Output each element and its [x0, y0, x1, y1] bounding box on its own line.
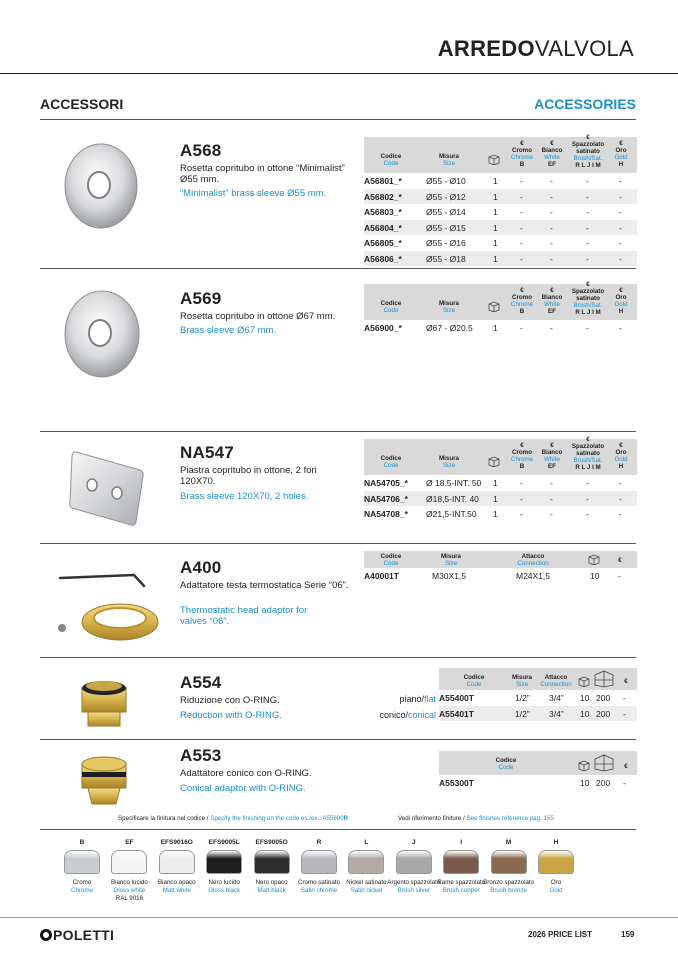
finish-name-en: Brush copper	[442, 887, 480, 894]
table-row: A55400T 1/2” 3/4” 10 200 -	[439, 693, 626, 703]
cell-size: Ø55 - Ø14	[426, 207, 466, 217]
table-a568	[364, 134, 637, 266]
cell-ef: -	[550, 176, 553, 186]
cell-brush: -	[586, 478, 589, 488]
table-row	[364, 189, 637, 205]
finishes-rule	[40, 829, 636, 830]
table-row	[364, 173, 637, 189]
finish-swatch	[491, 850, 527, 874]
finish-swatch	[206, 850, 242, 874]
th-size: Misura	[439, 153, 459, 160]
cell-qty: 1	[493, 238, 498, 248]
cell-b: -	[520, 323, 523, 333]
header-rule	[0, 73, 678, 74]
logo-mark-icon	[40, 929, 52, 941]
cell-ef: -	[550, 222, 553, 233]
finish-name-it: Bronzo spazzolato	[483, 879, 535, 886]
finish-swatch	[254, 850, 290, 874]
finish-name-en: Gold	[549, 887, 563, 894]
table-row	[364, 320, 637, 336]
cell-b: -	[520, 493, 523, 504]
cell-brush: -	[586, 509, 589, 519]
table-header: Codice Code Misura Size € Cromo Chrome B € Bianco White EF € Spazzolato satinato Brush/Sat. R L J I M € Oro Gold H	[364, 439, 637, 475]
finish-name-en: Matt black	[257, 887, 286, 894]
product-separator	[40, 657, 636, 658]
cell-ef: -	[550, 478, 553, 488]
cell-ef: -	[550, 238, 553, 248]
cell-ef: -	[550, 493, 553, 504]
product-desc-it-a553: Adattatore conico con O-RING.	[180, 768, 312, 779]
product-desc-it-a400: Adattatore testa termostatica Serie “06”.	[180, 580, 349, 591]
table-a569	[364, 281, 637, 336]
cell-brush: -	[586, 493, 589, 504]
finish-extra: RAL 9016	[115, 895, 144, 902]
cell-code: A56803_*	[364, 207, 402, 217]
cell-qty: 1	[493, 191, 498, 202]
finish-name-en: Satin chrome	[300, 887, 338, 894]
row-label-conical: conico/conical	[379, 710, 436, 720]
cell-code: A56806_*	[364, 253, 402, 264]
cell-b: -	[520, 191, 523, 202]
finish-code: EFS9005L	[208, 839, 240, 846]
finish-swatch	[159, 850, 195, 874]
table-header: Codice Code Misura Size Attacco Connection €	[439, 668, 637, 690]
finish-swatch	[64, 850, 100, 874]
table-row	[364, 235, 637, 251]
finish-name-it: Argento spazzolato	[387, 879, 441, 886]
cell-qty: 1	[493, 176, 498, 186]
cell-qty: 1	[493, 222, 498, 233]
finish-code: B	[79, 839, 85, 846]
table-row	[364, 491, 637, 507]
finish-note-right: Vedi riferimento finiture / See finishes reference pag. 155	[398, 815, 554, 822]
cell-h: -	[619, 238, 622, 248]
cell-qty: 1	[493, 207, 498, 217]
box-icon	[577, 760, 591, 773]
cell-qty: 1	[493, 253, 498, 264]
cell-code: NA54705_*	[364, 478, 408, 488]
product-code-a568: A568	[180, 141, 222, 160]
cell-qty: 1	[493, 509, 498, 519]
product-desc-it-a569: Rosetta copritubo in ottone Ø67 mm.	[180, 311, 336, 322]
th-size-en: Size	[442, 160, 456, 167]
rosette-image	[62, 140, 140, 230]
cell-h: -	[619, 478, 622, 488]
finish-code: J	[411, 839, 416, 846]
table-row	[364, 475, 637, 491]
rows-a568	[364, 173, 637, 266]
cell-ef: -	[550, 509, 553, 519]
finish-name-en: Matt white	[162, 887, 191, 894]
cell-size: Ø55 - Ø10	[426, 176, 466, 186]
product-desc-en-a568: “Minimalist” brass sleeve Ø55 mm.	[180, 188, 327, 199]
table-header: Codice Code €	[439, 751, 637, 775]
table-a553	[439, 751, 637, 791]
cell-h: -	[619, 493, 622, 504]
finish-name-en: Satin nickel	[350, 887, 383, 894]
cell-h: -	[619, 176, 622, 186]
cell-b: -	[520, 207, 523, 217]
finish-code: R	[316, 839, 322, 846]
cell-ef: -	[550, 323, 553, 333]
finish-name-en: Brush bronze	[490, 887, 527, 894]
box-icon	[486, 301, 502, 314]
table-row: A55300T 10 200 -	[439, 778, 626, 788]
th-code-en: Code	[383, 160, 399, 167]
product-desc-it-a554: Riduzione con O-RING.	[180, 695, 280, 706]
table-row	[364, 251, 637, 267]
finish-name-it: Nero opaco	[255, 879, 288, 886]
plate-image	[68, 448, 148, 528]
product-separator	[40, 739, 636, 740]
cell-ef: -	[550, 253, 553, 264]
adaptor-image	[56, 566, 166, 646]
cell-b: -	[520, 176, 523, 186]
product-separator	[40, 431, 636, 432]
product-code-a400: A400	[180, 558, 222, 577]
box-icon	[586, 554, 602, 567]
finish-swatch	[396, 850, 432, 874]
box-stack-icon	[593, 670, 615, 690]
product-code-a553: A553	[180, 746, 222, 765]
product-code-a569: A569	[180, 289, 222, 308]
cell-h: -	[619, 509, 622, 519]
reduction-image	[74, 672, 134, 732]
product-desc-it-na547: Piastra copritubo in ottone, 2 fori 120X70.	[180, 465, 317, 487]
table-header: Codice Code Misura Size € Cromo Chrome B € Bianco White EF € Spazzolato satinato Brush/Sat. R L J I M € Oro Gold H	[364, 284, 637, 320]
product-desc-en-a569: Brass sleeve Ø67 mm.	[180, 325, 277, 336]
cell-brush: -	[586, 176, 589, 186]
finish-swatch	[348, 850, 384, 874]
box-icon	[486, 456, 502, 469]
cell-size: Ø18,5-INT. 40	[426, 493, 479, 504]
cell-code: A56900_*	[364, 323, 402, 333]
finish-name-en: Gloss black	[208, 887, 241, 894]
poletti-logo: POLETTI	[40, 927, 114, 943]
finish-code: EFS9005O	[255, 839, 288, 846]
cell-brush: -	[586, 191, 589, 202]
cell-size: Ø67 - Ø20.5	[426, 323, 473, 333]
section-title-it: ACCESSORI	[40, 96, 124, 112]
finish-name-it: Cromo satinato	[298, 879, 340, 886]
box-icon	[486, 154, 502, 167]
table-row	[364, 506, 637, 522]
finish-name-it: Cromo	[72, 879, 92, 886]
finish-name-it: Bianco opaco	[158, 879, 196, 886]
finish-name-en: Gloss white	[113, 887, 146, 894]
cell-b: -	[520, 238, 523, 248]
footer-rule	[0, 917, 678, 918]
brand-light: VALVOLA	[534, 36, 634, 61]
product-code-na547: NA547	[180, 443, 234, 462]
section-rule	[40, 119, 636, 120]
product-desc-it-a568: Rosetta copritubo in ottone “Minimalist” Ø55 mm.	[180, 163, 345, 185]
table-na547	[364, 436, 637, 522]
finish-swatch	[301, 850, 337, 874]
finish-name-it: Bianco lucido	[110, 879, 148, 886]
cell-ef: -	[550, 191, 553, 202]
cell-ef: -	[550, 207, 553, 217]
rows-a569	[364, 320, 637, 336]
finish-code: M	[505, 839, 512, 846]
brand-bold: ARREDO	[437, 36, 535, 61]
cell-code: A56805_*	[364, 238, 402, 248]
finish-code: H	[553, 839, 559, 846]
finish-swatch	[111, 850, 147, 874]
cell-code: NA54708_*	[364, 509, 408, 519]
cell-h: -	[619, 207, 622, 217]
table-row: A40001T M30X1,5 M24X1,5 10 -	[364, 571, 621, 581]
cell-brush: -	[586, 238, 589, 248]
row-label-flat: piano/flat	[399, 694, 436, 704]
cell-qty: 1	[493, 478, 498, 488]
cell-b: -	[520, 253, 523, 264]
cell-b: -	[520, 509, 523, 519]
cell-h: -	[619, 222, 622, 233]
cell-size: Ø 18.5-INT. 50	[426, 478, 482, 488]
finish-name-it: Nero lucido	[208, 879, 240, 886]
finish-name-it: Rame spazzolato	[437, 879, 486, 886]
cell-brush: -	[586, 207, 589, 217]
finish-code: EF	[125, 839, 134, 846]
table-row	[364, 204, 637, 220]
finish-name-it: Oro	[550, 879, 562, 886]
cell-brush: -	[586, 323, 589, 333]
section-title-en: ACCESSORIES	[534, 96, 636, 112]
table-row: A55401T 1/2” 3/4” 10 200 -	[439, 706, 637, 722]
table-header: Codice Code Misura Size Attacco Connection €	[364, 551, 637, 568]
price-list-label: 2026 PRICE LIST	[528, 930, 593, 939]
cell-qty: 1	[493, 493, 498, 504]
box-stack-icon	[593, 754, 615, 774]
cell-b: -	[520, 222, 523, 233]
rows-na547	[364, 475, 637, 522]
cell-code: A56801_*	[364, 176, 402, 186]
cell-code: A56804_*	[364, 222, 402, 233]
table-a554	[439, 668, 637, 721]
cell-brush: -	[586, 253, 589, 264]
cell-size: Ø21,5-INT.50	[426, 509, 477, 519]
cell-size: Ø55 - Ø18	[426, 253, 466, 264]
finish-swatch	[538, 850, 574, 874]
brand-title	[438, 36, 634, 62]
cell-h: -	[619, 323, 622, 333]
finish-code: I	[460, 839, 463, 846]
table-header: Codice Code Misura Size € Cromo Chrome B € Bianco White EF € Spazzolato satinato Brush/Sat. R L J I M € Oro Gold H	[364, 137, 637, 173]
cell-b: -	[520, 478, 523, 488]
finish-swatch	[443, 850, 479, 874]
finish-note-left: Specificare la finitura nel codice / Specify the finishing on the code es./ex.: A55600R	[118, 815, 349, 822]
table-row	[364, 220, 637, 236]
box-icon	[577, 676, 591, 689]
finish-code: L	[364, 839, 369, 846]
cell-code: A56802_*	[364, 191, 402, 202]
cell-size: Ø55 - Ø15	[426, 222, 466, 233]
page-number: 159	[621, 930, 635, 939]
finish-name-en: Brush silver	[397, 887, 430, 894]
finish-name-it: Nickel satinato	[346, 879, 387, 886]
finish-name-en: Chrome	[70, 887, 93, 894]
product-desc-en-na547: Brass sleeve 120X70, 2 holes.	[180, 491, 309, 502]
cell-size: Ø55 - Ø16	[426, 238, 466, 248]
conical-adaptor-image	[76, 750, 132, 808]
product-desc-en-a554: Reduction with O-RING.	[180, 710, 282, 721]
product-desc-en-a400: Thermostatic head adaptor for valves “06”.	[180, 605, 308, 627]
cell-code: NA54706_*	[364, 493, 408, 504]
table-a400	[364, 551, 637, 584]
product-separator	[40, 543, 636, 544]
th-code: Codice	[380, 153, 402, 160]
cell-brush: -	[586, 222, 589, 233]
product-separator	[40, 268, 636, 269]
cell-h: -	[619, 191, 622, 202]
cell-size: Ø55 - Ø12	[426, 191, 466, 202]
finish-code: EFS9016O	[160, 839, 193, 846]
cell-h: -	[619, 253, 622, 264]
product-code-a554: A554	[180, 673, 222, 692]
rosette-large-image	[62, 288, 142, 380]
product-desc-en-a553: Conical adaptor with O-RING.	[180, 783, 306, 794]
cell-qty: 1	[493, 323, 498, 333]
